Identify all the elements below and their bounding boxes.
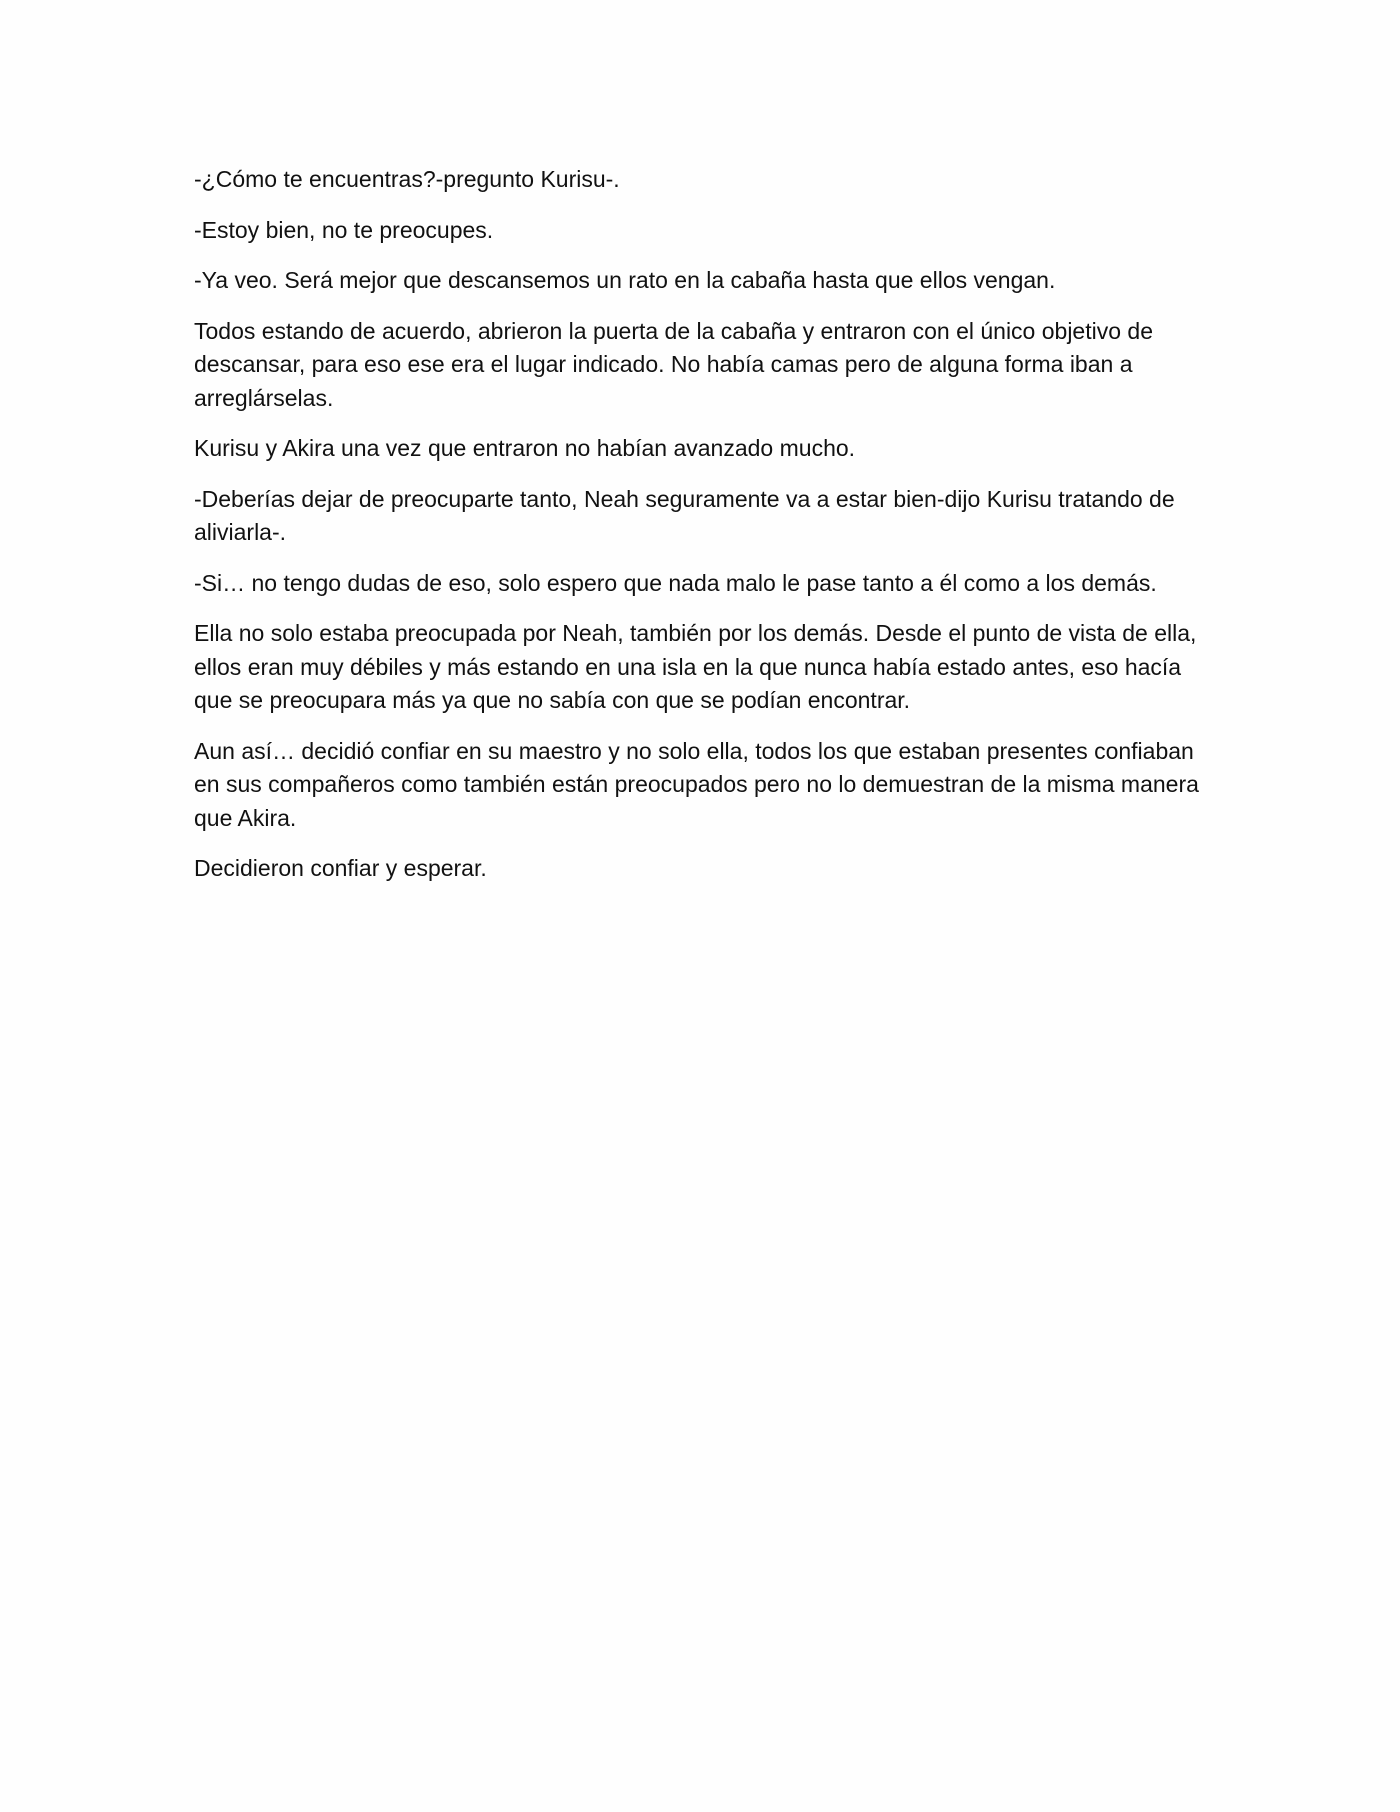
paragraph: Todos estando de acuerdo, abrieron la puerta de la cabaña y entraron con el único objetivo de descansar, para eso ese era el lugar indicado. No había camas pero de alguna forma iban a arreglárselas. <box>194 317 1153 411</box>
paragraph: -Si… no tengo dudas de eso, solo espero que nada malo le pase tanto a él como a los demás. <box>194 569 1157 596</box>
paragraph: Ella no solo estaba preocupada por Neah, también por los demás. Desde el punto de vista de ella, ellos eran muy débiles y más estando en una isla en la que nunca había estado antes, eso hacía que se preocupara más ya que no sabía con que se podían encontrar. <box>194 620 1197 713</box>
paragraph: -Deberías dejar de preocuparte tanto, Neah seguramente va a estar bien-dijo Kurisu tratando de aliviarla-. <box>194 485 1175 545</box>
paragraph: -Estoy bien, no te preocupes. <box>194 216 494 243</box>
paragraph: Kurisu y Akira una vez que entraron no habían avanzado mucho. <box>194 435 856 461</box>
paragraph: -¿Cómo te encuentras?-pregunto Kurisu-. <box>194 166 620 192</box>
document-body <box>194 163 1214 903</box>
paragraph: Aun así… decidió confiar en su maestro y no solo ella, todos los que estaban presentes confiaban en sus compañeros como también están preocupados pero no lo demuestran de la misma manera que Akira. <box>194 737 1199 831</box>
paragraph: Decidieron confiar y esperar. <box>194 855 487 881</box>
paragraph: -Ya veo. Será mejor que descansemos un rato en la cabaña hasta que ellos vengan. <box>194 267 1056 293</box>
